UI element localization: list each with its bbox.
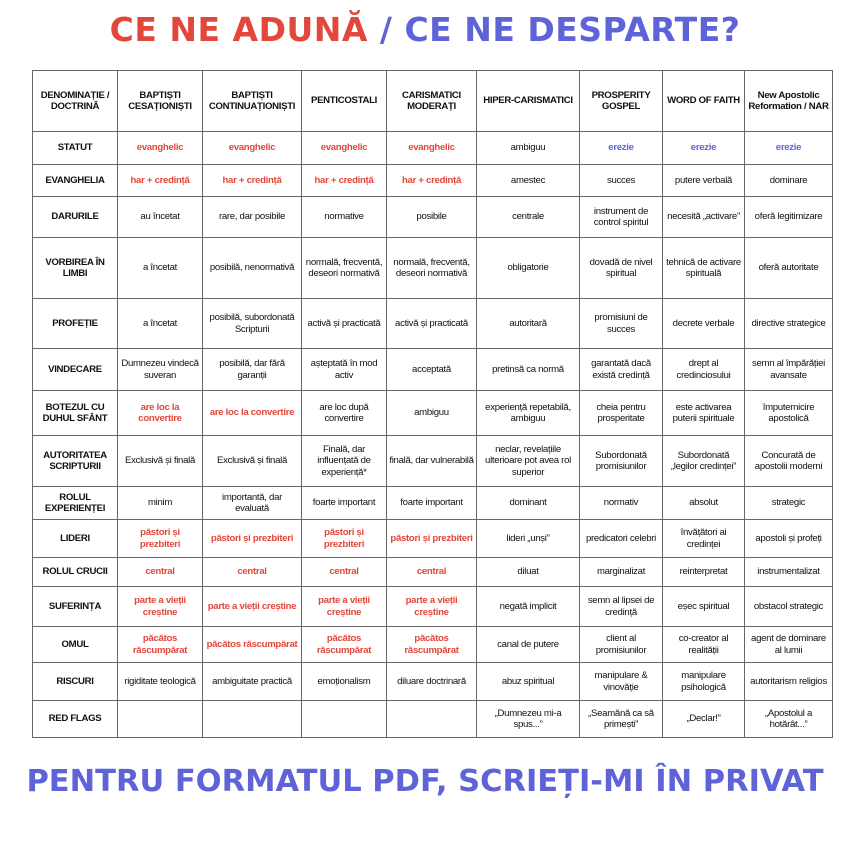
table-cell: semn al lipsei de credință: [580, 587, 663, 627]
column-header: New Apostolic Reformation / NAR: [745, 71, 833, 132]
row-label: EVANGHELIA: [33, 165, 118, 197]
column-header: HIPER-CARISMATICI: [477, 71, 580, 132]
column-header: BAPTIȘTI CONTINUAȚIONIȘTI: [203, 71, 302, 132]
table-cell: rigiditate teologică: [118, 663, 203, 701]
table-cell: neclar, revelațiile ulterioare pot avea rol superior: [477, 436, 580, 487]
table-cell: evanghelic: [387, 132, 477, 165]
row-label: LIDERI: [33, 520, 118, 558]
table-cell: păstori și prezbiteri: [118, 520, 203, 558]
table-cell: normală, frecventă, deseori normativă: [387, 238, 477, 299]
row-label: AUTORITATEA SCRIPTURII: [33, 436, 118, 487]
row-label: OMUL: [33, 627, 118, 663]
column-header: WORD OF FAITH: [663, 71, 745, 132]
table-cell: pretinsă ca normă: [477, 349, 580, 391]
table-row-suferinta: [33, 587, 833, 627]
table-cell: oferă legitimizare: [745, 197, 833, 238]
table-cell: normală, frecventă, deseori normativă: [302, 238, 387, 299]
table-cell: experiență repetabilă, ambiguu: [477, 391, 580, 436]
table-row-rolul-crucii: [33, 558, 833, 587]
table-cell: parte a vieții creștine: [387, 587, 477, 627]
table-cell: are loc la convertire: [118, 391, 203, 436]
table-cell: har + credință: [118, 165, 203, 197]
table-cell: activă și practicată: [302, 299, 387, 349]
column-header: PROSPERITY GOSPEL: [580, 71, 663, 132]
table-cell: autoritarism religios: [745, 663, 833, 701]
table-cell: manipulare & vinovăție: [580, 663, 663, 701]
table-cell: client al promisiunilor: [580, 627, 663, 663]
table-cell: autoritară: [477, 299, 580, 349]
table-cell: central: [118, 558, 203, 587]
table-cell: obligatorie: [477, 238, 580, 299]
table-cell: a încetat: [118, 299, 203, 349]
table-row-rolul-experientei: [33, 487, 833, 520]
column-header: BAPTIȘTI CESAȚIONIȘTI: [118, 71, 203, 132]
table-cell: a încetat: [118, 238, 203, 299]
table-cell: instrument de control spiritul: [580, 197, 663, 238]
table-cell: emoționalism: [302, 663, 387, 701]
table-row-omul: [33, 627, 833, 663]
table-cell: negată implicit: [477, 587, 580, 627]
table-cell: [203, 701, 302, 738]
row-label: VORBIREA ÎN LIMBI: [33, 238, 118, 299]
row-label: PROFEȚIE: [33, 299, 118, 349]
table-cell: decrete verbale: [663, 299, 745, 349]
table-cell: har + credință: [302, 165, 387, 197]
table-cell: are loc după convertire: [302, 391, 387, 436]
column-header: PENTICOSTALI: [302, 71, 387, 132]
table-cell: păcătos răscumpărat: [118, 627, 203, 663]
table-cell: „Dumnezeu mi-a spus...”: [477, 701, 580, 738]
table-cell: diluare doctrinară: [387, 663, 477, 701]
table-cell: activă și practicată: [387, 299, 477, 349]
table-cell: „Seamănă ca să primești”: [580, 701, 663, 738]
table-cell: normative: [302, 197, 387, 238]
title-part-divide: CE NE DESPARTE?: [404, 10, 741, 49]
table-cell: Exclusivă și finală: [203, 436, 302, 487]
table-cell: amestec: [477, 165, 580, 197]
table-cell: „Apostolul a hotărât...”: [745, 701, 833, 738]
table-row-profetie: [33, 299, 833, 349]
table-cell: rare, dar posibile: [203, 197, 302, 238]
table-cell: strategic: [745, 487, 833, 520]
table-cell: central: [302, 558, 387, 587]
row-label: BOTEZUL CU DUHUL SFÂNT: [33, 391, 118, 436]
table-row-vindecare: [33, 349, 833, 391]
table-row-lideri: [33, 520, 833, 558]
comparison-table: [32, 70, 833, 738]
table-cell: dominant: [477, 487, 580, 520]
table-cell: [118, 701, 203, 738]
table-cell: promisiuni de succes: [580, 299, 663, 349]
table-cell: erezie: [745, 132, 833, 165]
table-row-evanghelia: [33, 165, 833, 197]
table-cell: evanghelic: [118, 132, 203, 165]
table-cell: putere verbală: [663, 165, 745, 197]
table-cell: învățători ai credinței: [663, 520, 745, 558]
row-label: VINDECARE: [33, 349, 118, 391]
table-cell: apostoli și profeți: [745, 520, 833, 558]
table-cell: parte a vieții creștine: [118, 587, 203, 627]
title-part-unite: CE NE ADUNĂ: [109, 10, 368, 49]
table-cell: cheia pentru prosperitate: [580, 391, 663, 436]
table-cell: semn al împărăției avansate: [745, 349, 833, 391]
table-cell: necesită „activare”: [663, 197, 745, 238]
table-cell: tehnică de activare spirituală: [663, 238, 745, 299]
table-cell: lideri „unși”: [477, 520, 580, 558]
table-cell: ambiguu: [477, 132, 580, 165]
table-row-statut: [33, 132, 833, 165]
table-cell: are loc la convertire: [203, 391, 302, 436]
page-title: [0, 10, 850, 49]
table-row-botezul: [33, 391, 833, 436]
table-cell: Dumnezeu vindecă suveran: [118, 349, 203, 391]
row-label: SUFERINȚA: [33, 587, 118, 627]
table-cell: obstacol strategic: [745, 587, 833, 627]
table-cell: Subordonată promisiunilor: [580, 436, 663, 487]
table-cell: Subordonată „legilor credinței”: [663, 436, 745, 487]
corner-cell: DENOMINAȚIE / DOCTRINĂ: [33, 71, 118, 132]
table-cell: abuz spiritual: [477, 663, 580, 701]
table-cell: dovadă de nivel spiritual: [580, 238, 663, 299]
table-cell: finală, dar vulnerabilă: [387, 436, 477, 487]
table-cell: reinterpretat: [663, 558, 745, 587]
row-label: STATUT: [33, 132, 118, 165]
table-cell: păcătos răscumpărat: [387, 627, 477, 663]
table-cell: directive strategice: [745, 299, 833, 349]
table-cell: ambiguu: [387, 391, 477, 436]
table-cell: dominare: [745, 165, 833, 197]
table-cell: central: [387, 558, 477, 587]
table-cell: posibilă, nenormativă: [203, 238, 302, 299]
table-cell: păcătos răscumpărat: [203, 627, 302, 663]
table-cell: centrale: [477, 197, 580, 238]
table-cell: ambiguitate practică: [203, 663, 302, 701]
table-cell: central: [203, 558, 302, 587]
table-cell: eșec spiritual: [663, 587, 745, 627]
footer-contact-note: PENTRU FORMATUL PDF, SCRIEȚI-MI ÎN PRIVAT: [26, 764, 824, 799]
table-cell: este activarea puterii spirituale: [663, 391, 745, 436]
table-cell: garantată dacă există credință: [580, 349, 663, 391]
table-cell: importantă, dar evaluată: [203, 487, 302, 520]
table-cell: absolut: [663, 487, 745, 520]
table-row-darurile: [33, 197, 833, 238]
row-label: ROLUL CRUCII: [33, 558, 118, 587]
table-cell: așteptată în mod activ: [302, 349, 387, 391]
table-cell: acceptată: [387, 349, 477, 391]
table-cell: erezie: [580, 132, 663, 165]
table-cell: normativ: [580, 487, 663, 520]
table-row-red-flags: [33, 701, 833, 738]
table-cell: predicatori celebri: [580, 520, 663, 558]
table-cell: co-creator al realității: [663, 627, 745, 663]
table-cell: evanghelic: [302, 132, 387, 165]
table-cell: [387, 701, 477, 738]
table-cell: au încetat: [118, 197, 203, 238]
table-cell: Finală, dar influențată de experiență*: [302, 436, 387, 487]
table-cell: păcătos răscumpărat: [302, 627, 387, 663]
table-cell: Exclusivă și finală: [118, 436, 203, 487]
table-cell: diluat: [477, 558, 580, 587]
table-cell: parte a vieții creștine: [203, 587, 302, 627]
table-row-autoritatea-scripturii: [33, 436, 833, 487]
table-cell: evanghelic: [203, 132, 302, 165]
table-row-riscuri: [33, 663, 833, 701]
row-label: RISCURI: [33, 663, 118, 701]
table-cell: împuternicire apostolică: [745, 391, 833, 436]
table-cell: succes: [580, 165, 663, 197]
row-label: DARURILE: [33, 197, 118, 238]
table-cell: marginalizat: [580, 558, 663, 587]
table-row-vorbirea-in-limbi: [33, 238, 833, 299]
table-cell: erezie: [663, 132, 745, 165]
table-cell: Concurată de apostolii moderni: [745, 436, 833, 487]
table-cell: parte a vieții creștine: [302, 587, 387, 627]
table-cell: minim: [118, 487, 203, 520]
table-cell: foarte important: [387, 487, 477, 520]
table-cell: foarte important: [302, 487, 387, 520]
table-cell: agent de dominare al lumii: [745, 627, 833, 663]
table-cell: posibilă, dar fără garanții: [203, 349, 302, 391]
row-label: RED FLAGS: [33, 701, 118, 738]
table-cell: canal de putere: [477, 627, 580, 663]
table-cell: posibilă, subordonată Scripturii: [203, 299, 302, 349]
table-cell: păstori și prezbiteri: [387, 520, 477, 558]
table-cell: posibile: [387, 197, 477, 238]
title-separator: /: [367, 10, 405, 49]
table-cell: drept al credinciosului: [663, 349, 745, 391]
table-cell: „Declar!”: [663, 701, 745, 738]
table-cell: instrumentalizat: [745, 558, 833, 587]
table-cell: manipulare psihologică: [663, 663, 745, 701]
table-cell: har + credință: [203, 165, 302, 197]
table-cell: păstori și prezbiteri: [302, 520, 387, 558]
table-cell: har + credință: [387, 165, 477, 197]
column-header: CARISMATICI MODERAȚI: [387, 71, 477, 132]
table-cell: [302, 701, 387, 738]
row-label: ROLUL EXPERIENȚEI: [33, 487, 118, 520]
table-cell: păstori și prezbiteri: [203, 520, 302, 558]
table-cell: oferă autoritate: [745, 238, 833, 299]
header-row: [33, 71, 833, 132]
